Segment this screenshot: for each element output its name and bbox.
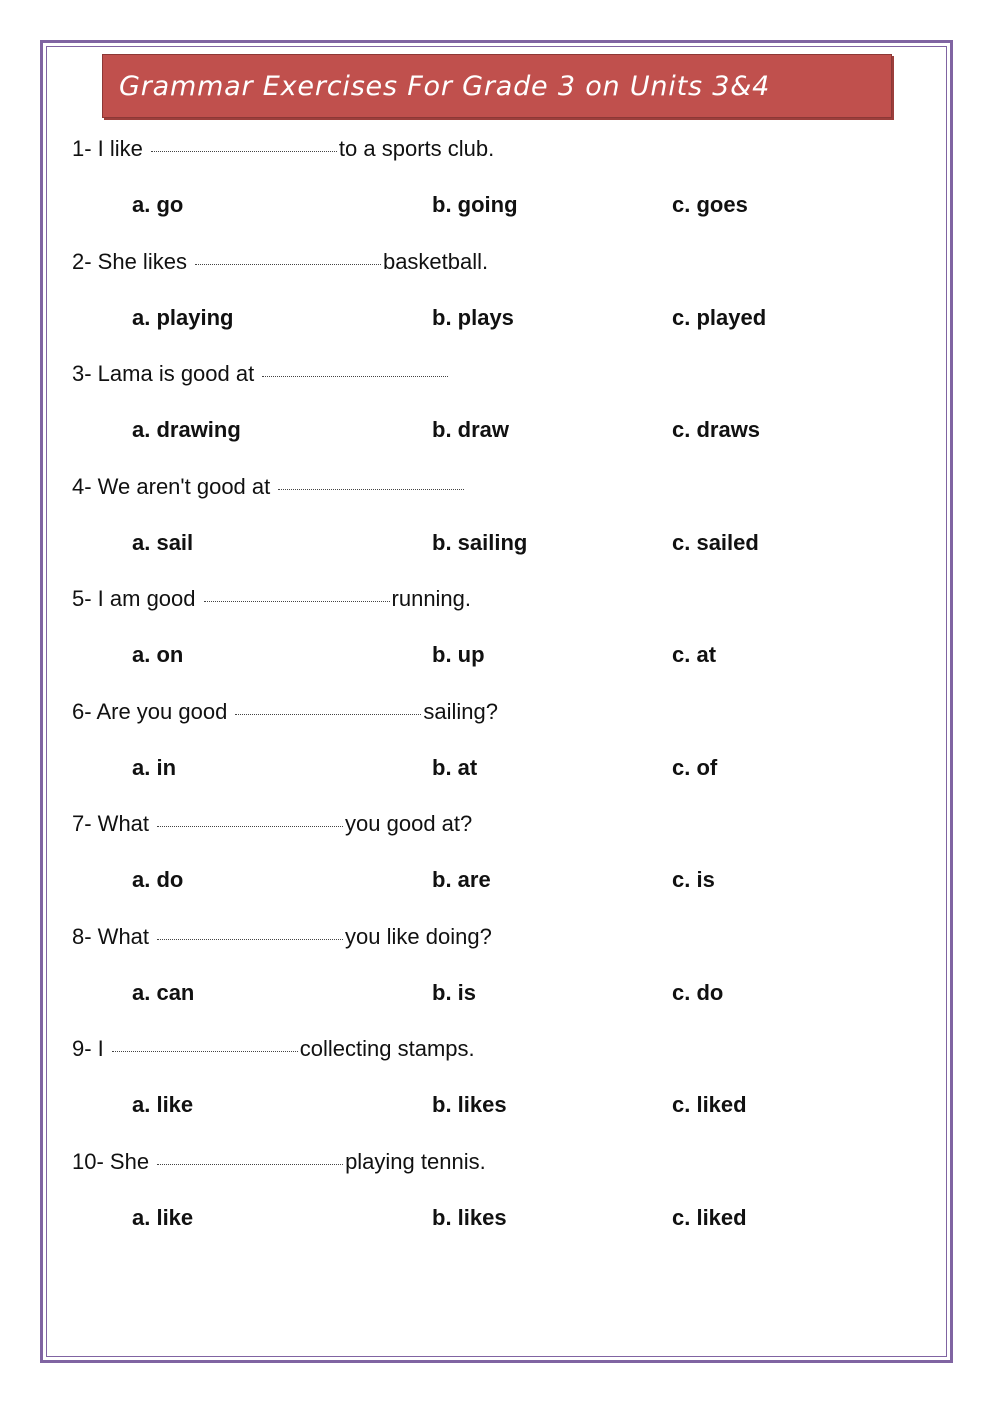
- question-text-before: 2- She likes: [72, 248, 187, 274]
- option-a: a. in: [132, 754, 177, 780]
- option-b: b. are: [432, 867, 491, 892]
- question-text-before: 6- Are you good: [72, 698, 228, 724]
- option-c: c. liked: [672, 1092, 747, 1117]
- question-10: [72, 1143, 932, 1256]
- question-stem: [72, 1030, 475, 1068]
- option-b: b. sailing: [432, 529, 528, 555]
- option-c: c. is: [672, 867, 715, 892]
- question-2: [72, 243, 932, 356]
- question-text-before: 9- I: [72, 1036, 104, 1061]
- option-c: c. at: [672, 642, 717, 667]
- question-text-before: 7- What: [72, 811, 150, 836]
- question-text-after: you good at?: [345, 811, 473, 836]
- question-stem: [72, 130, 494, 168]
- option-b: b. at: [432, 754, 478, 780]
- option-a: a. sail: [132, 529, 194, 555]
- answer-blank: [151, 150, 337, 152]
- question-list: [72, 130, 932, 1255]
- question-stem: [72, 1143, 486, 1181]
- question-stem: [72, 243, 488, 281]
- answer-blank: [204, 600, 390, 602]
- option-a: a. drawing: [132, 417, 241, 442]
- question-text-before: 10- She: [72, 1148, 150, 1174]
- title-banner: [102, 54, 892, 118]
- option-c: c. goes: [672, 192, 748, 217]
- page-title: Grammar Exercises For Grade 3 on Units 3&4: [119, 70, 771, 102]
- answer-blank: [157, 1163, 343, 1165]
- question-stem: [72, 918, 492, 956]
- answer-blank: [157, 825, 343, 827]
- option-c: c. played: [672, 304, 767, 330]
- question-4: [72, 468, 932, 581]
- option-b: b. plays: [432, 304, 514, 330]
- question-text-before: 1- I like: [72, 136, 143, 161]
- answer-blank: [262, 375, 448, 377]
- question-stem: [72, 355, 450, 393]
- question-stem: [72, 468, 466, 506]
- option-c: c. liked: [672, 1204, 747, 1230]
- question-8: [72, 918, 932, 1031]
- answer-blank: [157, 938, 343, 940]
- option-c: c. of: [672, 754, 718, 780]
- question-stem: [72, 580, 471, 618]
- question-9: [72, 1030, 932, 1143]
- question-stem: [72, 693, 498, 731]
- question-text-before: 4- We aren't good at: [72, 473, 271, 499]
- question-text-after: basketball.: [382, 248, 489, 274]
- question-5: [72, 580, 932, 693]
- option-c: c. do: [672, 979, 724, 1005]
- option-b: b. is: [432, 979, 477, 1005]
- question-stem: [72, 805, 472, 843]
- option-a: a. do: [132, 867, 184, 892]
- question-text-after: sailing?: [423, 698, 498, 724]
- answer-blank: [112, 1050, 298, 1052]
- question-1: [72, 130, 932, 243]
- question-6: [72, 693, 932, 806]
- question-7: [72, 805, 932, 918]
- option-a: a. can: [132, 979, 195, 1005]
- question-3: [72, 355, 932, 468]
- question-text-after: you like doing?: [345, 923, 492, 949]
- option-b: b. likes: [432, 1092, 507, 1117]
- question-text-after: collecting stamps.: [299, 1036, 475, 1061]
- option-c: c. draws: [672, 417, 761, 442]
- option-a: a. like: [132, 1204, 194, 1230]
- question-text-before: 3- Lama is good at: [72, 361, 255, 386]
- answer-blank: [235, 713, 421, 715]
- option-a: a. go: [132, 192, 184, 217]
- question-text-before: 5- I am good: [72, 586, 196, 611]
- question-text-before: 8- What: [72, 923, 150, 949]
- option-b: b. likes: [432, 1204, 507, 1230]
- option-c: c. sailed: [672, 529, 759, 555]
- answer-blank: [278, 488, 464, 490]
- question-text-after: playing tennis.: [345, 1148, 486, 1174]
- answer-blank: [195, 263, 381, 265]
- option-b: b. draw: [432, 417, 510, 442]
- option-a: a. on: [132, 642, 184, 667]
- option-b: b. up: [432, 642, 485, 667]
- option-a: a. like: [132, 1092, 194, 1117]
- option-a: a. playing: [132, 304, 234, 330]
- question-text-after: running.: [391, 586, 472, 611]
- option-b: b. going: [432, 192, 518, 217]
- question-text-after: to a sports club.: [338, 136, 495, 161]
